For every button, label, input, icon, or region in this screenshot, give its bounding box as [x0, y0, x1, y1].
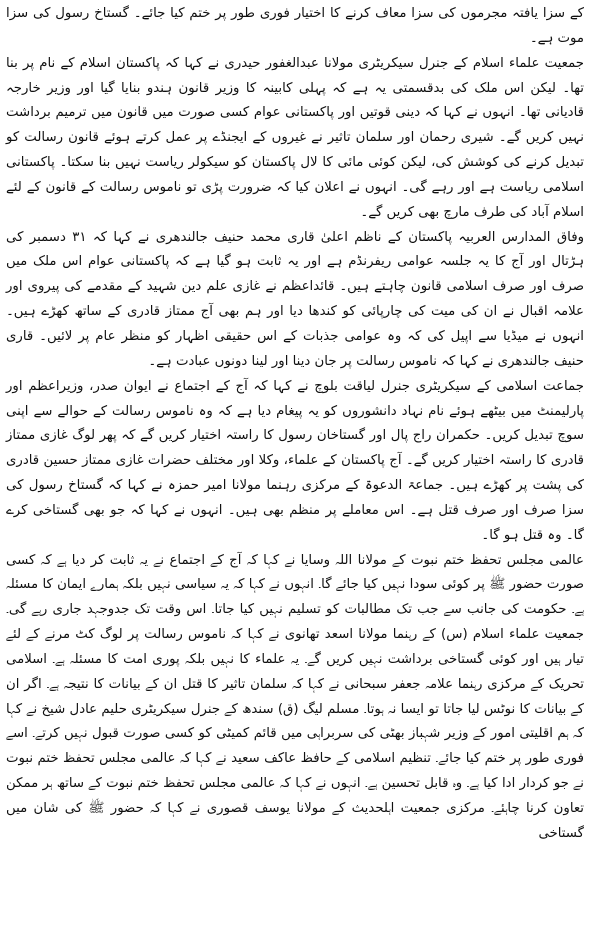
paragraph-4: جماعت اسلامی کے سیکریٹری جنرل لیاقت بلوچ نے کہا کہ آج کے اجتماع نے ایوان صدر، وزیراعظم اور پارلیمنٹ میں بیٹھے ہوئے نام نہاد دانشوروں کو یہ پیغام دیا ہے کہ وہ ناموس رسالت کے حوالے سے اپنی سوچ تبدیل کریں۔ حکمران راج پال اور گستاخان رسول کا راستہ اختیار کریں گے کہ پھر لوگ غازی ممتاز قادری کا راستہ اختیار کریں گے۔ آج پاکستان کے علماء، وکلا اور مختلف حضرات غازی ممتاز حسین قادری کی پشت پر کھڑے ہیں۔ جماعۃ الدعوۃ کے مرکزی رہنما مولانا امیر حمزہ نے کہا کہ گستاخ رسول کی سزا صرف اور صرف قتل ہے۔ اس معاملے پر منظم بھی ہیں۔ انہوں نے کہا کہ جو بھی گستاخی کرے گا۔ وہ قتل ہو گا۔ — [6, 378, 584, 543]
paragraph-3: وفاق المدارس العربیہ پاکستان کے ناظم اعلیٰ قاری محمد حنیف جالندھری نے کہا کہ ۳۱ دسمبر کی ہڑتال اور آج کا یہ جلسہ عوامی ریفرنڈم ہے اور یہ ثابت ہو گیا ہے کہ پاکستانی عوام اس ملک میں صرف اور صرف اسلامی قانون چاہتے ہیں۔ قائداعظم نے غازی علم دین شہید کے مقدمے کی پیروی اور علامہ اقبال نے ان کی میت کی چارپائی کو کندھا دیا اور ہم بھی آج ممتاز قادری کے ساتھ کھڑے ہیں۔ انہوں نے میڈیا سے اپیل کی کہ وہ عوامی جذبات کے اس حقیقی اظہار کو منظر عام پر لائیں۔ قاری حنیف جالندھری نے کہا کہ ناموس رسالت پر جان دینا اور لینا دونوں عبادت ہے۔ — [6, 229, 584, 369]
paragraph-2: جمعیت علماء اسلام کے جنرل سیکریٹری مولانا عبدالغفور حیدری نے کہا کہ پاکستان اسلام کے نام پر بنا تھا۔ لیکن اس ملک کی بدقسمتی یہ ہے کہ پہلی کابینہ کا وزیر قانون ہندو بنایا گیا اور وزیر خارجہ قادیانی تھا۔ انہوں نے کہا کہ دینی قوتیں اور پاکستانی عوام کسی صورت میں قانون میں ترمیم برداشت نہیں کریں گے۔ شیری رحمان اور سلمان تاثیر نے غیروں کے ایجنڈے پر عمل کرتے ہوئے قانون رسالت کو تبدیل کرنے کی کوشش کی، لیکن کوئی مائی کا لال پاکستان کو سیکولر ریاست نہیں بنا سکتا۔ پاکستانی اسلامی ریاست ہے اور رہے گی۔ انہوں نے اعلان کیا کہ ضرورت پڑی تو ناموس رسالت کے قانون کے لئے اسلام آباد کی طرف مارچ بھی کریں گے۔ — [6, 55, 584, 220]
paragraph-1: کے سزا یافتہ مجرموں کی سزا معاف کرنے کا اختیار فوری طور پر ختم کیا جائے۔ گستاخ رسول کی سزا موت ہے۔ — [6, 6, 584, 46]
paragraph-5: عالمی مجلس تحفظ ختم نبوت کے مولانا اللہ وسایا نے کہا کہ آج کے اجتماع نے یہ ثابت کر دیا ہے کہ کسی صورت حضور ﷺ پر کوئی سودا نہیں کیا جائے گا۔ انہوں نے کہا کہ یہ سیاسی نہیں بلکہ ہمارے ایمان کا مسئلہ ہے۔ حکومت کی جانب سے جب تک مطالبات کو تسلیم نہیں کیا جاتا۔ اس وقت تک جدوجہد جاری رہے گی۔ جمعیت علماء اسلام (س) کے رہنما مولانا اسعد تھانوی نے کہا کہ ناموس رسالت پر لوگ کٹ مرنے کے لئے تیار ہیں اور کوئی گستاخی برداشت نہیں کریں گے۔ یہ علماء کا نہیں بلکہ پوری امت کا مسئلہ ہے۔ اسلامی تحریک کے مرکزی رہنما علامہ جعفر سبحانی نے کہا کہ سلمان تاثیر کا قتل ان کے بیانات کا نتیجہ ہے۔ اگر ان کے بیانات کا نوٹس لیا جاتا تو ایسا نہ ہوتا۔ مسلم لیگ (ق) سندھ کے جنرل سیکریٹری حلیم عادل شیخ نے کہا کہ ہم اقلیتی امور کے وزیر شہباز بھٹی کی سربراہی میں قائم کمیٹی کو کسی صورت قبول نہیں کرتے۔ اسے فوری طور پر ختم کیا جائے۔ تنظیم اسلامی کے حافظ عاکف سعید نے کہا کہ عالمی مجلس تحفظ ختم نبوت نے جو کردار ادا کیا ہے۔ وہ قابل تحسین ہے۔ انہوں نے کہا کہ عالمی مجلس تحفظ ختم نبوت کے ساتھ ہر ممکن تعاون کرنا چاہئے۔ مرکزی جمعیت اہلحدیث کے مولانا یوسف قصوری نے کہا کہ حضور ﷺ کی شان میں گستاخی — [6, 552, 584, 841]
